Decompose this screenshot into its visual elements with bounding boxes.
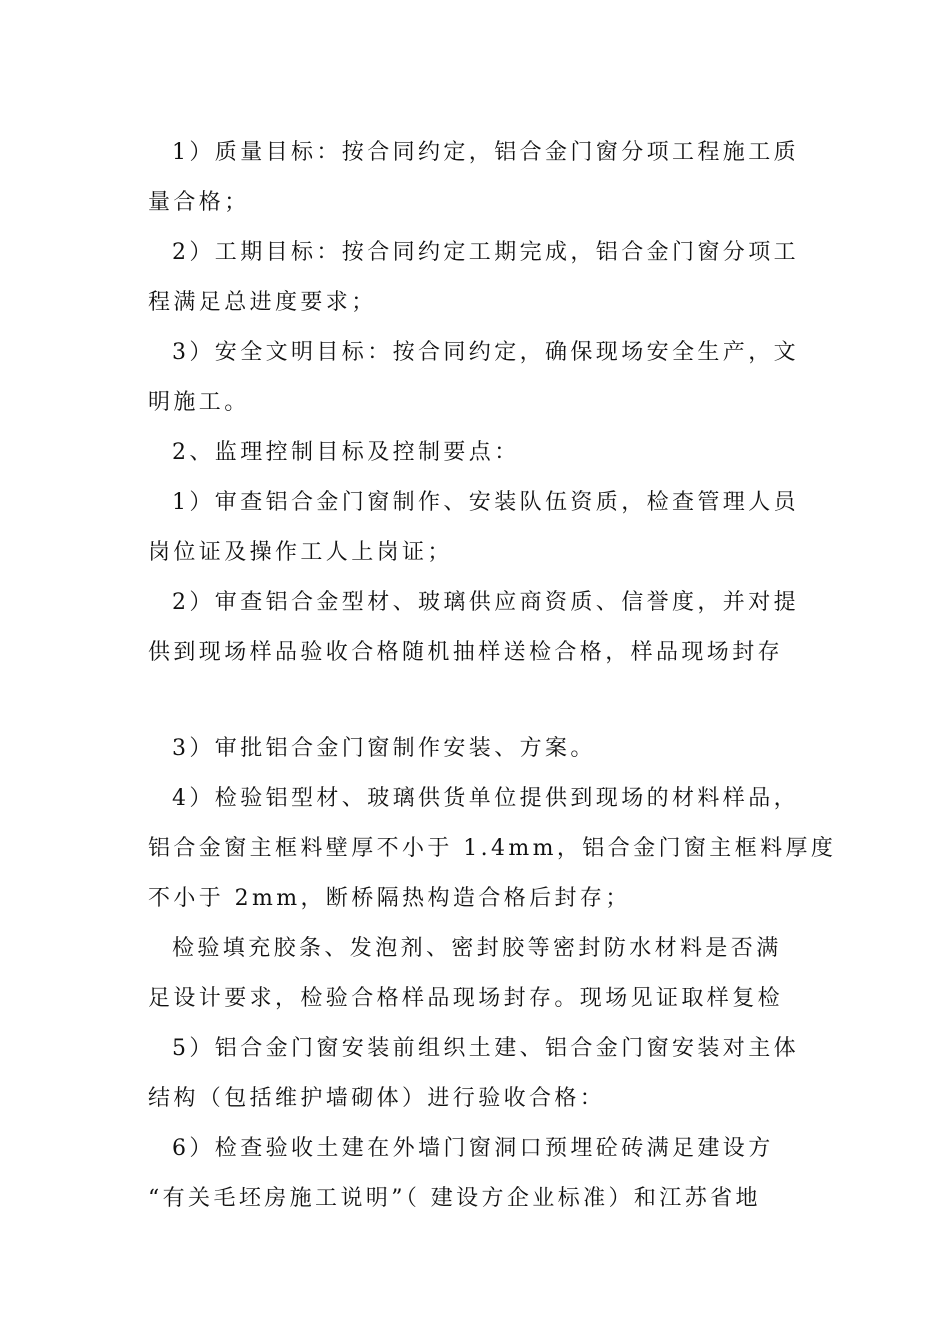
paragraph-line: 明施工。: [148, 390, 250, 415]
paragraph-line: 检验填充胶条、发泡剂、密封胶等密封防水材料是否满: [172, 936, 782, 961]
paragraph-line: 不小于 2mm，断桥隔热构造合格后封存；: [148, 886, 631, 911]
paragraph-line: 程满足总进度要求；: [148, 290, 377, 315]
paragraph-line: 供到现场样品验收合格随机抽样送检合格，样品现场封存: [148, 640, 784, 665]
paragraph-line: 1）质量目标：按合同约定，铝合金门窗分项工程施工质: [172, 140, 799, 165]
paragraph-line: 量合格；: [148, 190, 250, 215]
paragraph-line: “有关毛坯房施工说明”（ 建设方企业标准）和江苏省地: [148, 1186, 761, 1211]
paragraph-line: 结构（包括维护墙砌体）进行验收合格：: [148, 1086, 606, 1111]
paragraph-line: 5）铝合金门窗安装前组织土建、铝合金门窗安装对主体: [172, 1036, 799, 1061]
paragraph-line: 3）审批铝合金门窗制作安装、方案。: [172, 736, 596, 761]
paragraph-line: 1）审查铝合金门窗制作、安装队伍资质，检查管理人员: [172, 490, 799, 515]
paragraph-line: 3）安全文明目标：按合同约定，确保现场安全生产，文: [172, 340, 799, 365]
paragraph-line: 铝合金窗主框料壁厚不小于 1.4mm，铝合金门窗主框料厚度: [148, 836, 837, 861]
section-heading: 2、监理控制目标及控制要点：: [172, 440, 520, 465]
paragraph-line: 2）工期目标：按合同约定工期完成，铝合金门窗分项工: [172, 240, 799, 265]
paragraph-line: 岗位证及操作工人上岗证；: [148, 540, 453, 565]
paragraph-line: 6）检查验收土建在外墙门窗洞口预埋砼砖满足建设方: [172, 1136, 774, 1161]
paragraph-line: 足设计要求，检验合格样品现场封存。现场见证取样复检: [148, 986, 784, 1011]
paragraph-line: 4）检验铝型材、玻璃供货单位提供到现场的材料样品，: [172, 786, 799, 811]
paragraph-line: 2）审查铝合金型材、玻璃供应商资质、信誉度，并对提: [172, 590, 799, 615]
